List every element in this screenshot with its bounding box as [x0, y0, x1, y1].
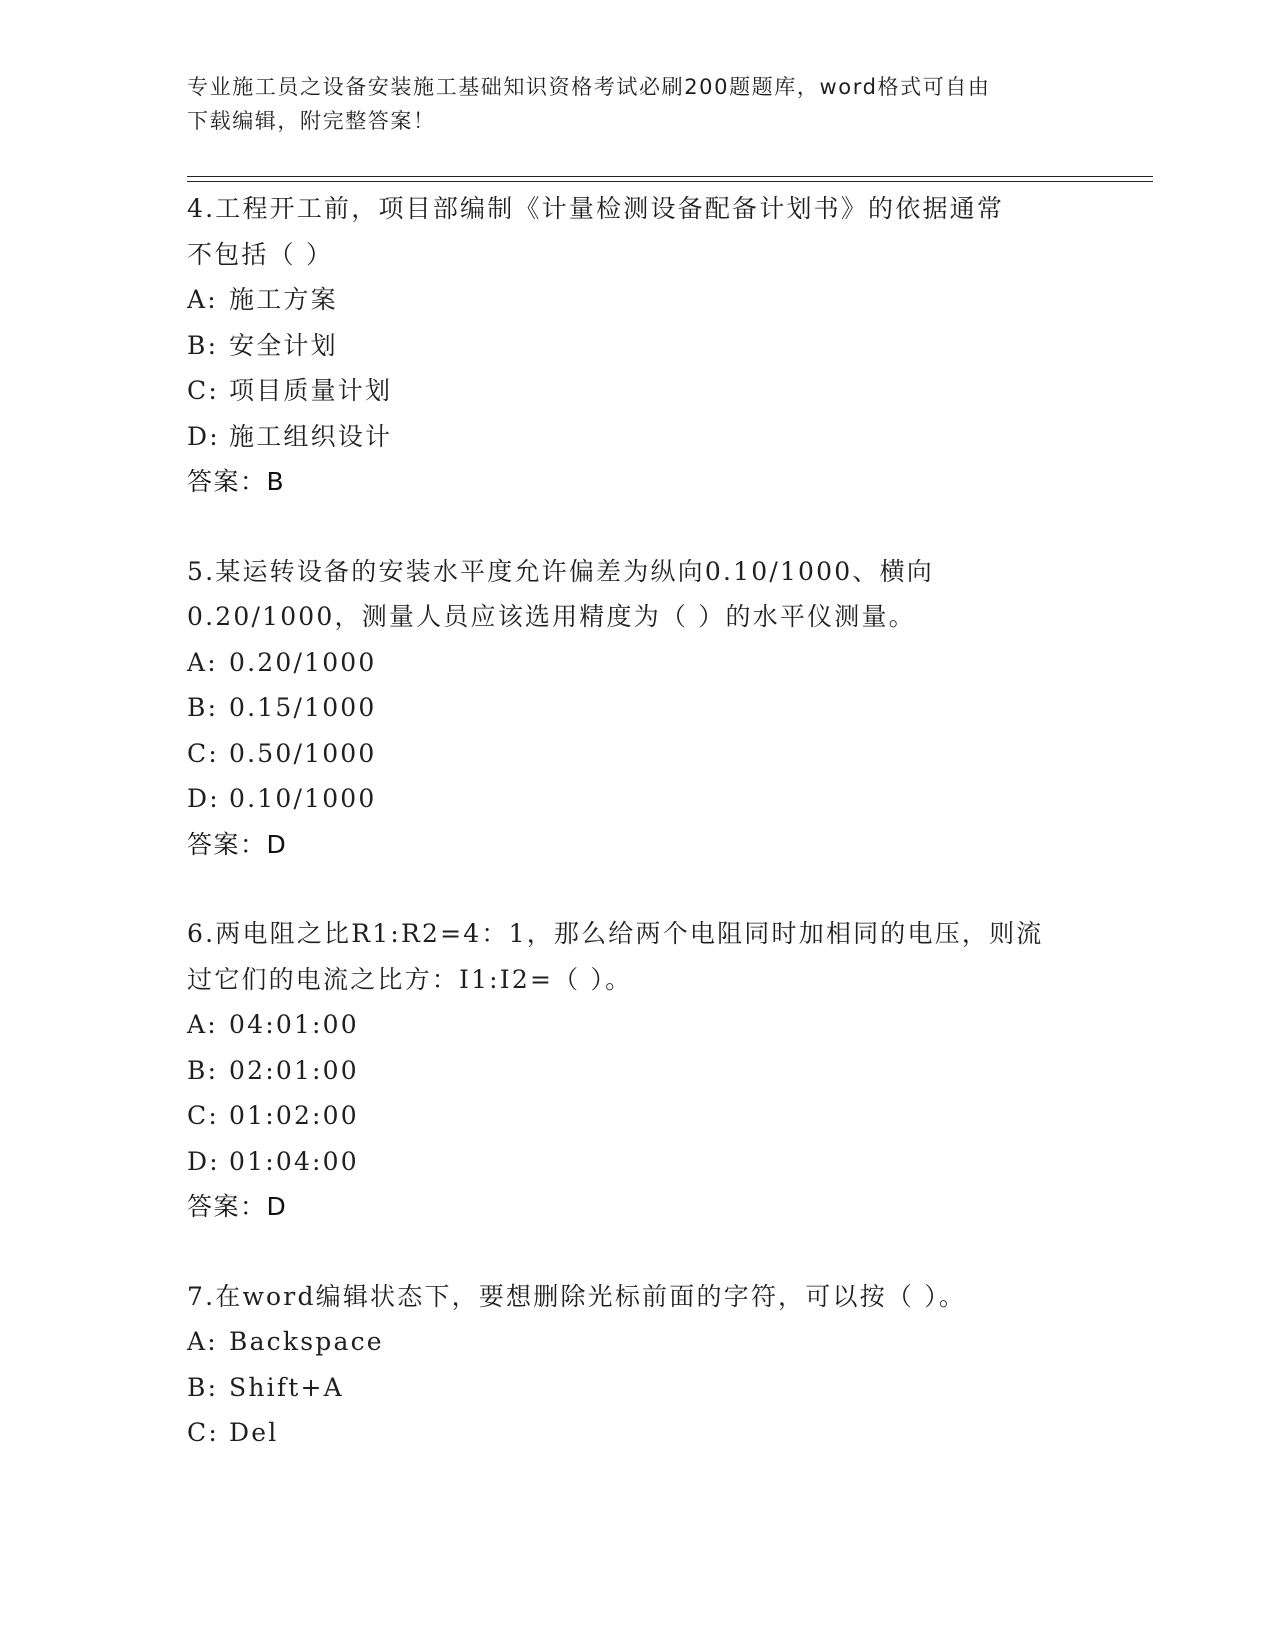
option-letter: A: — [187, 285, 218, 314]
option-a — [187, 1002, 1087, 1048]
answer-line: 答案：D — [187, 829, 288, 859]
question-text-line: 7.在word编辑状态下，要想删除光标前面的字符，可以按（ ）。 — [187, 1281, 967, 1311]
option-b — [187, 1048, 1087, 1094]
option-letter: D: — [187, 784, 220, 813]
option-c — [187, 1093, 1087, 1139]
option-letter: D: — [187, 421, 220, 451]
option-text: 施工方案 — [229, 285, 338, 314]
answer-line: 答案：B — [187, 467, 286, 496]
option-text: 01:02:00 — [229, 1101, 359, 1130]
option-text: 0.50/1000 — [229, 738, 377, 768]
option-text: Shift+A — [229, 1372, 344, 1402]
question-6 — [187, 911, 1087, 1230]
option-letter: B: — [187, 1372, 219, 1402]
option-d — [187, 414, 1087, 460]
option-text: 0.15/1000 — [229, 693, 377, 722]
option-a — [187, 1319, 1087, 1365]
option-letter: C: — [187, 376, 219, 405]
option-b — [187, 685, 1087, 731]
option-text: Backspace — [229, 1327, 384, 1356]
option-d — [187, 776, 1087, 822]
option-text: 04:01:00 — [229, 1010, 359, 1039]
question-5 — [187, 549, 1087, 868]
option-d — [187, 1139, 1087, 1185]
option-letter: B: — [187, 330, 219, 360]
option-a — [187, 640, 1087, 686]
document-header — [187, 70, 1067, 138]
option-letter: A: — [187, 1010, 218, 1039]
option-text: 0.10/1000 — [229, 784, 377, 813]
header-line-2: 下载编辑，附完整答案！ — [187, 109, 436, 133]
question-text-line: 6.两电阻之比R1:R2=4：1，那么给两个电阻同时加相同的电压，则流 — [187, 919, 1044, 948]
question-text-line: 4.工程开工前，项目部编制《计量检测设备配备计划书》的依据通常 — [187, 194, 1005, 223]
option-a — [187, 277, 1087, 323]
answer-line: 答案：D — [187, 1192, 288, 1221]
option-text: Del — [229, 1418, 279, 1447]
option-letter: B: — [187, 1055, 219, 1085]
option-letter: C: — [187, 1101, 219, 1130]
question-text-line: 0.20/1000，测量人员应该选用精度为（ ）的水平仪测量。 — [187, 602, 916, 631]
option-text: 0.20/1000 — [229, 647, 377, 677]
question-text-line: 不包括（ ） — [187, 239, 334, 269]
option-letter: A: — [187, 647, 218, 677]
option-c — [187, 1410, 1087, 1456]
header-divider-bottom — [187, 181, 1153, 182]
option-letter: C: — [187, 738, 219, 768]
question-text-line: 5.某运转设备的安装水平度允许偏差为纵向0.10/1000、横向 — [187, 556, 934, 586]
option-letter: D: — [187, 1146, 220, 1176]
option-letter: A: — [187, 1327, 218, 1356]
question-list — [187, 186, 1087, 1500]
option-letter: B: — [187, 693, 219, 722]
option-text: 安全计划 — [229, 330, 338, 360]
option-text: 02:01:00 — [229, 1055, 359, 1085]
option-text: 施工组织设计 — [229, 421, 393, 451]
option-text: 01:04:00 — [229, 1146, 359, 1176]
header-divider-top — [187, 176, 1153, 177]
option-c — [187, 731, 1087, 777]
question-4 — [187, 186, 1087, 505]
option-letter: C: — [187, 1418, 219, 1447]
option-b — [187, 323, 1087, 369]
question-7 — [187, 1274, 1087, 1456]
option-text: 项目质量计划 — [229, 376, 393, 405]
option-b — [187, 1365, 1087, 1411]
question-text-line: 过它们的电流之比方：I1:I2=（ ）。 — [187, 964, 633, 994]
header-line-1: 专业施工员之设备安装施工基础知识资格考试必刷200题题库，word格式可自由 — [187, 75, 991, 99]
option-c — [187, 368, 1087, 414]
